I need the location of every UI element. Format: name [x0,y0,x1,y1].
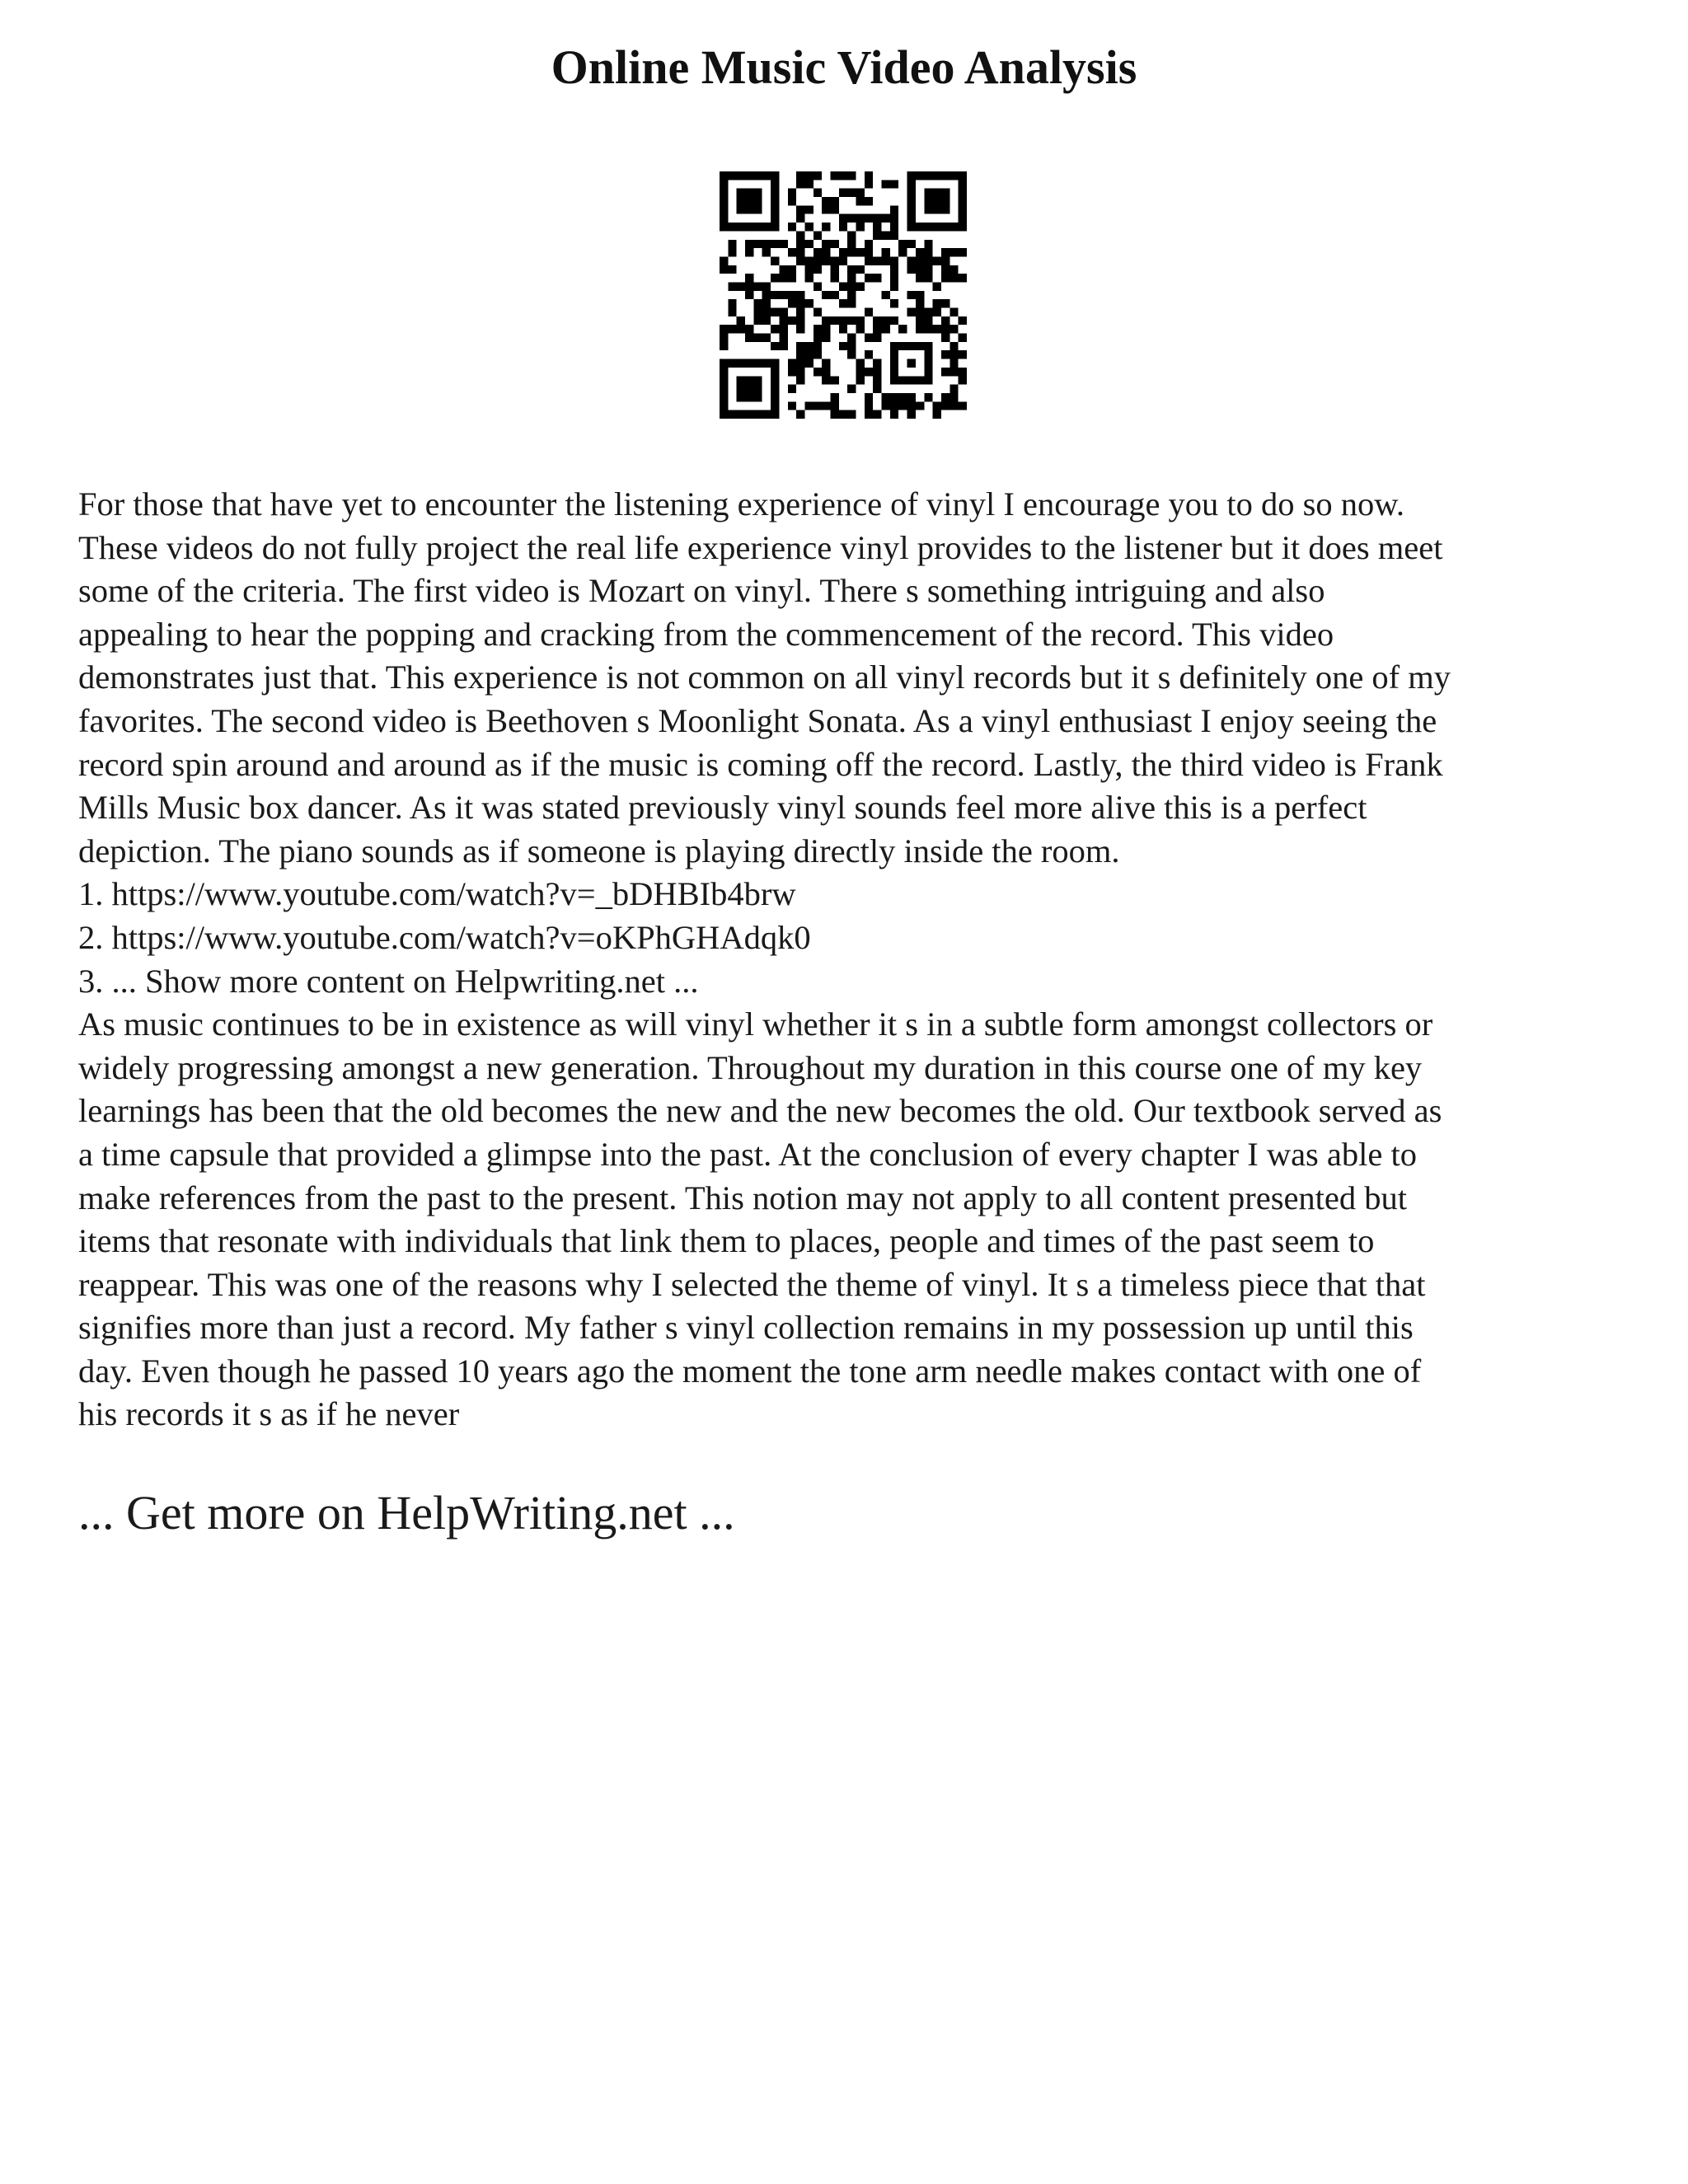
get-more-link[interactable]: ... Get more on HelpWriting.net ... [78,1486,735,1540]
paragraph-conclusion: As music continues to be in existence as will vinyl whether it s in a subtle form amongst collectors or widely progressing amongst a new generation. Throughout my duration in this course one of my key learnings has been that the old becomes the new and the new becomes the old. Our textbook served as a time capsule that provided a glimpse into the past. At the conclusion of every chapter I was able to make references from the past to the present. This notion may not apply to all content presented but items that resonate with individuals that link them to places, people and times of the past seem to reappear. This was one of the reasons why I selected the theme of vinyl. It s a timeless piece that that signifies more than just a record. My father s vinyl collection remains in my possession up until this day. Even though he passed 10 years ago the moment the tone arm needle makes contact with one of his records it s as if he never [78,1005,1442,1433]
video-link-1[interactable]: 1. https://www.youtube.com/watch?v=_bDHBIb4brw [78,875,796,913]
article-body [78,483,1628,1436]
paragraph-intro: For those that have yet to encounter the listening experience of vinyl I encourage you to do so now. These videos do not fully project the real life experience vinyl provides to the listener but it does meet some of the criteria. The first video is Mozart on vinyl. There s something intriguing and also appealing to hear the popping and cracking from the commencement of the record. This video demonstrates just that. This experience is not common on all vinyl records but it s definitely one of my favorites. The second video is Beethoven s Moonlight Sonata. As a vinyl enthusiast I enjoy seeing the record spin around and around as if the music is coming off the record. Lastly, the third video is Frank Mills Music box dancer. As it was stated previously vinyl sounds feel more alive this is a perfect depiction. The piano sounds as if someone is playing directly inside the room. [78,485,1451,869]
show-more-link[interactable]: 3. ... Show more content on Helpwriting.net ... [78,962,699,1000]
qr-code-icon [720,171,967,419]
page-title: Online Music Video Analysis [551,40,1137,94]
video-link-2[interactable]: 2. https://www.youtube.com/watch?v=oKPhGHAdqk0 [78,918,811,956]
